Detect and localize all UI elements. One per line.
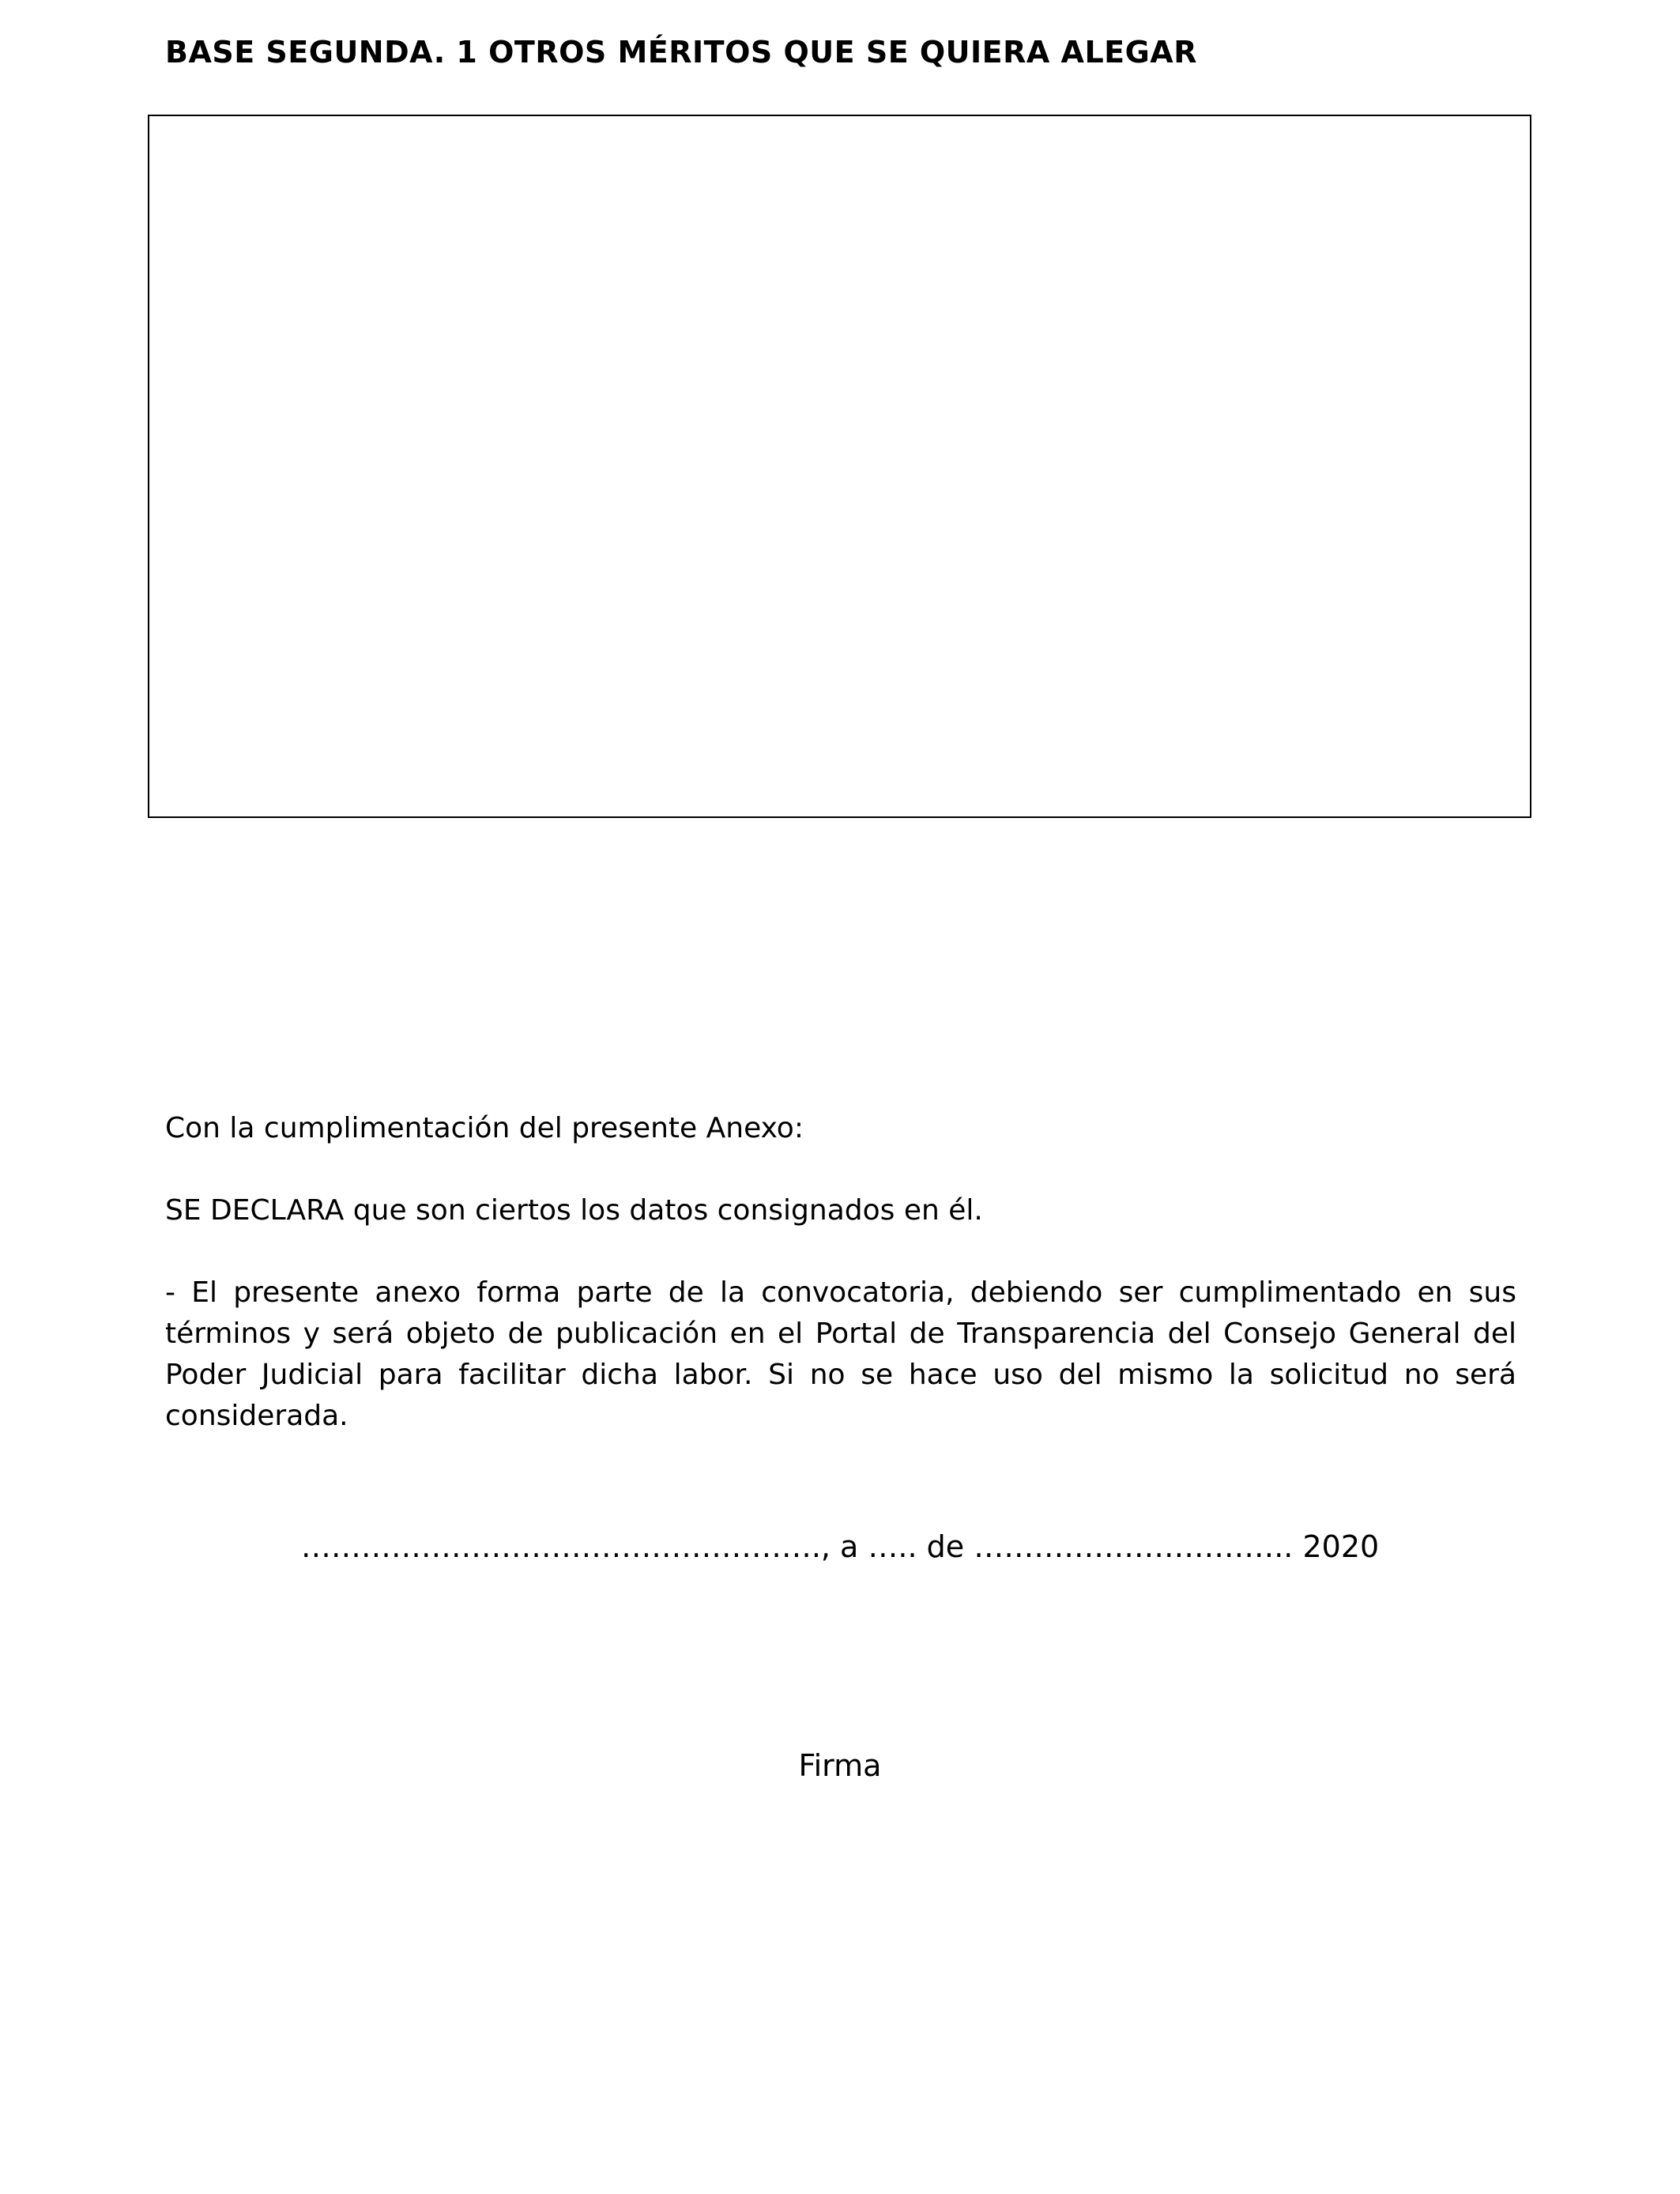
signature-label: Firma	[798, 1748, 882, 1783]
declaration-text: SE DECLARA que son ciertos los datos consignados en él.	[165, 1194, 983, 1227]
intro-text: Con la cumplimentación del presente Anexo:	[165, 1112, 804, 1144]
notice-paragraph: - El presente anexo forma parte de la convocatoria, debiendo ser cumplimentado en sus términos y será objeto de publicación en el Portal de Transparencia del Consejo General del Poder Judicial para facilitar dicha labor. Si no se hace uso del mismo la solicitud no será considerada.	[165, 1276, 1516, 1432]
merits-input-box[interactable]	[148, 115, 1531, 818]
place-date-line: ……………………………………………., a ….. de ………………………….. 2020	[300, 1529, 1380, 1564]
page-title: BASE SEGUNDA. 1 OTROS MÉRITOS QUE SE QUIERA ALEGAR	[165, 35, 1197, 70]
